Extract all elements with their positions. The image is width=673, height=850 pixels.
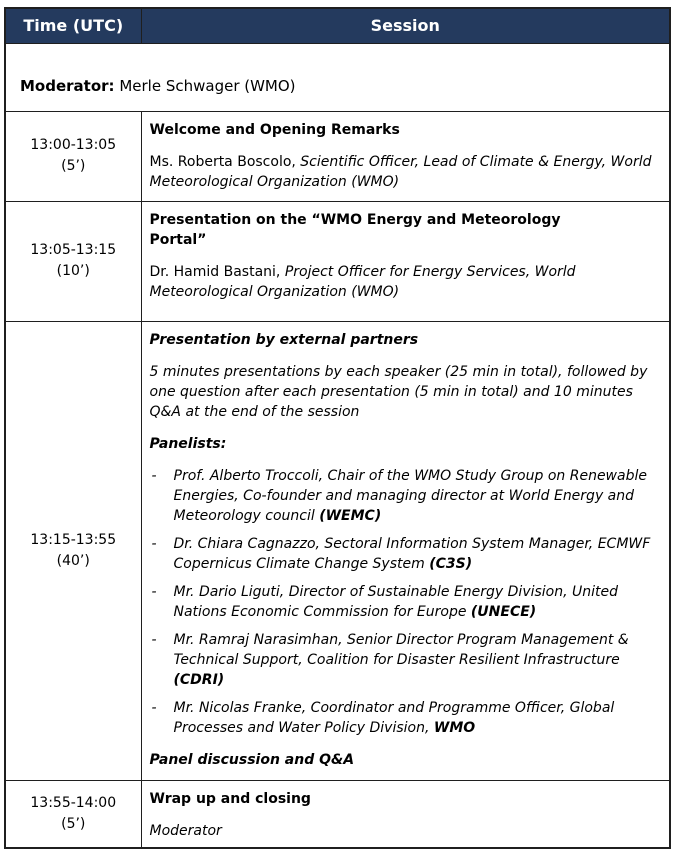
- panelist-org: (CDRI): [173, 671, 225, 688]
- duration: (10’): [56, 263, 90, 279]
- duration: (5’): [61, 815, 86, 832]
- time-cell: [5, 201, 141, 321]
- panelist-text: Dr. Chiara Cagnazzo, Sectoral Information System Manager, ECMWF Copernicus Climate Change System: [173, 535, 651, 572]
- panelist-text: Mr. Dario Liguti, Director of Sustainable Energy Division, United Nations Economic Commission for Europe: [173, 583, 619, 620]
- speaker-line: [150, 152, 666, 192]
- moderator-cell: [5, 43, 670, 111]
- session-title: Wrap up and closing: [149, 790, 311, 807]
- bullet-dash: -: [151, 583, 157, 600]
- session-cell: [141, 201, 670, 321]
- panelist-item: [150, 534, 666, 574]
- speaker-name: Ms. Roberta Boscolo,: [149, 153, 296, 170]
- panelist-item: [150, 698, 666, 738]
- speaker-role: Moderator: [149, 822, 222, 839]
- panelist-org: (C3S): [429, 555, 473, 572]
- bullet-dash: -: [151, 535, 157, 552]
- time-cell: [5, 321, 141, 780]
- time-range: 13:55-14:00: [30, 794, 117, 811]
- time-range: 13:05-13:15: [30, 242, 117, 258]
- time-cell: [5, 111, 141, 201]
- duration: (40’): [56, 552, 90, 569]
- bullet-dash: -: [151, 467, 157, 484]
- panelist-item: [150, 466, 666, 526]
- session-row-portal-presentation: [5, 201, 670, 321]
- panelists-heading: Panelists:: [149, 435, 227, 452]
- session-row-welcome: [5, 111, 670, 201]
- moderator-row: [5, 43, 670, 111]
- session-cell: [141, 321, 670, 780]
- session-title: Presentation by external partners: [149, 331, 419, 348]
- time-range: 13:00-13:05: [30, 137, 117, 153]
- session-title: Welcome and Opening Remarks: [149, 121, 400, 138]
- panelist-item: [150, 582, 666, 622]
- panelist-text: Mr. Nicolas Franke, Coordinator and Programme Officer, Global Processes and Water Policy Division,: [173, 699, 615, 736]
- session-row-external-partners: [5, 321, 670, 780]
- session-cell: [141, 111, 670, 201]
- moderator-label: Moderator:: [20, 76, 115, 95]
- moderator-name: Merle Schwager (WMO): [119, 76, 296, 95]
- session-title: Presentation on the “WMO Energy and Meteorology Portal”: [149, 211, 561, 248]
- bullet-dash: -: [151, 699, 157, 716]
- speaker-name: Dr. Hamid Bastani,: [149, 263, 281, 280]
- bullet-dash: -: [151, 631, 157, 648]
- panelist-item: [150, 630, 666, 690]
- panelist-org: (UNECE): [470, 603, 537, 620]
- session-cell: [141, 780, 670, 848]
- time-cell: [5, 780, 141, 848]
- panelist-org: (WEMC): [319, 507, 382, 524]
- panelists-list: [150, 466, 666, 738]
- time-column-header: Time (UTC): [5, 8, 141, 43]
- time-range: 13:15-13:55: [30, 531, 117, 548]
- speaker-role: Scientific Officer, Lead of Climate & Energy, World Meteorological Organization (WMO): [149, 153, 652, 190]
- session-column-header: Session: [141, 8, 670, 43]
- session-description: 5 minutes presentations by each speaker (25 min in total), followed by one question after each presentation (5 min in total) and 10 minutes Q&A at the end of the session: [149, 363, 648, 420]
- panelist-org: WMO: [433, 719, 476, 736]
- panel-discussion-label: Panel discussion and Q&A: [149, 751, 355, 768]
- panelist-text: Prof. Alberto Troccoli, Chair of the WMO Study Group on Renewable Energies, Co-founder and managing director at World Energy and Meteorology council: [173, 467, 647, 524]
- speaker-role: Project Officer for Energy Services, World Meteorological Organization (WMO): [149, 263, 576, 300]
- speaker-line: [150, 262, 666, 302]
- agenda-table: [4, 7, 671, 849]
- duration: (5’): [61, 158, 86, 174]
- panelist-text: Mr. Ramraj Narasimhan, Senior Director Program Management & Technical Support, Coalition for Disaster Resilient Infrastructure: [173, 631, 629, 668]
- session-row-wrap-up: [5, 780, 670, 848]
- header-row: [5, 8, 670, 43]
